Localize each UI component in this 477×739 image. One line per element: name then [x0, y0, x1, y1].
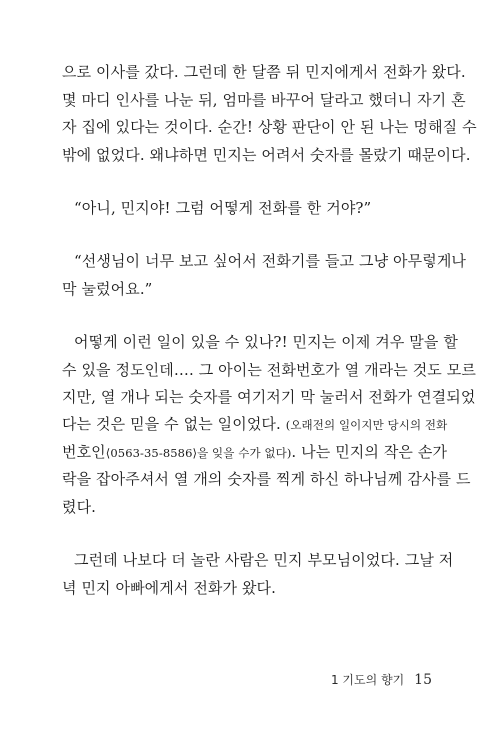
body-text-line: 수 있을 정도인데…. 그 아이는 전화번호가 열 개라는 것도 모르	[62, 361, 476, 379]
dialogue-line: 막 눌렀어요.”	[62, 280, 153, 298]
body-text-line: 녁 민지 아빠에게서 전화가 왔다.	[62, 579, 277, 597]
parenthetical-note: ⟨0563-35-8586⟩을 잊을 수가 없다)	[105, 446, 292, 460]
body-text-line	[62, 414, 448, 435]
page-number: 15	[414, 672, 432, 688]
body-text-line: 몇 마디 인사를 나눈 뒤, 엄마를 바꾸어 달라고 했더니 자기 혼	[62, 91, 466, 109]
section-title: 1 기도의 향기	[330, 673, 405, 687]
body-text-line: 으로 이사를 갔다. 그런데 한 달쯤 뒤 민지에게서 전화가 왔다.	[62, 63, 466, 81]
body-text-line: 그런데 나보다 더 놀란 사람은 민지 부모님이었다. 그날 저	[74, 551, 454, 569]
dialogue-line: “선생님이 너무 보고 싶어서 전화기를 들고 그냥 아무렇게나	[74, 252, 467, 270]
body-text: 번호인	[62, 443, 106, 461]
body-text-line: 밖에 없었다. 왜냐하면 민지는 어려서 숫자를 몰랐기 때문이다.	[62, 146, 471, 164]
body-text-line: 락을 잡아주셔서 열 개의 숫자를 찍게 하신 하나님께 감사를 드	[62, 470, 471, 488]
body-text-line	[62, 442, 448, 463]
dialogue-line: “아니, 민지야! 그럼 어떻게 전화를 한 거야?”	[74, 199, 372, 217]
body-text: . 나는 민지의 작은 손가	[291, 443, 448, 461]
body-text-line: 어떻게 이런 일이 있을 수 있나?! 민지는 이제 겨우 말을 할	[74, 333, 458, 351]
page-footer	[331, 671, 432, 688]
body-text-line: 렸다.	[62, 498, 97, 516]
body-text-line: 지만, 열 개나 되는 숫자를 여기저기 막 눌러서 전화가 연결되었	[62, 388, 476, 406]
body-text: 다는 것은 믿을 수 없는 일이었다.	[62, 415, 281, 433]
body-text-line: 자 집에 있다는 것이다. 순간! 상황 판단이 안 된 나는 멍해질 수	[62, 118, 477, 136]
parenthetical-note: (오래전의 일이지만 당시의 전화	[285, 418, 448, 432]
